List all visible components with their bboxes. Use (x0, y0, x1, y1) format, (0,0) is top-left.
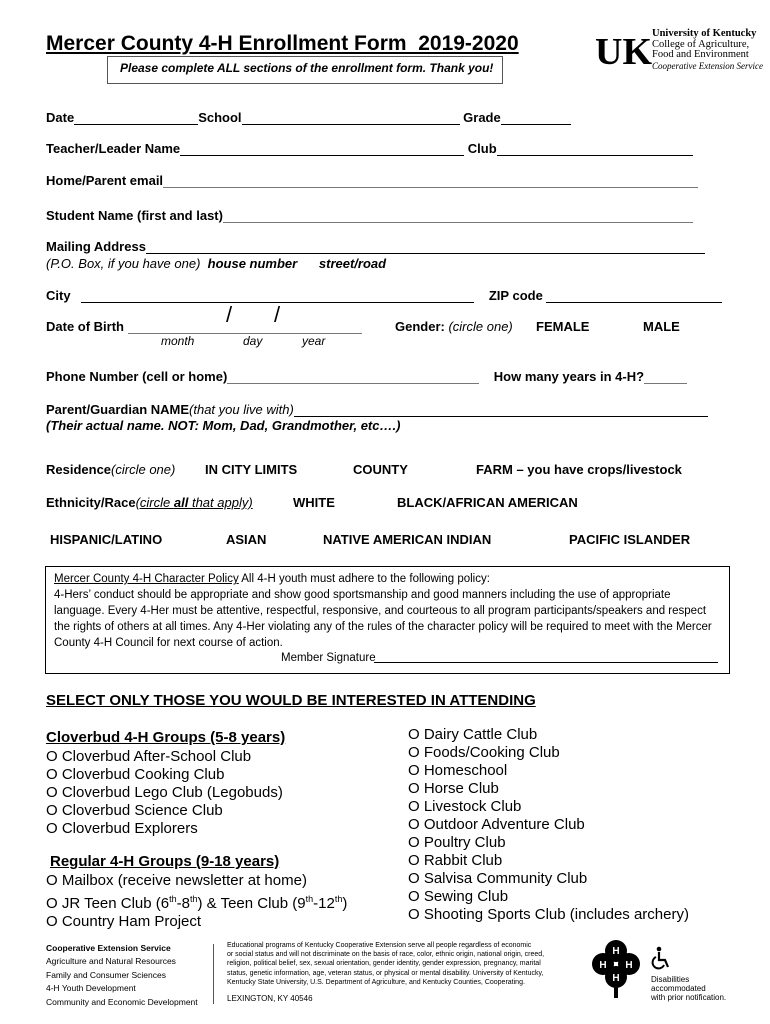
zip-label: ZIP code (488, 288, 543, 303)
svg-text:H: H (625, 960, 633, 971)
club-option[interactable]: O Shooting Sports Club (includes archery) (408, 906, 689, 923)
club-option[interactable]: O Livestock Club (408, 798, 522, 815)
years-label: How many years in 4-H? (493, 369, 645, 384)
regular-heading: Regular 4-H Groups (9-18 years) (50, 853, 280, 870)
years-field[interactable] (644, 369, 687, 384)
gender-hint: (circle one) (448, 319, 513, 334)
parent-field[interactable] (294, 402, 708, 417)
uk-logo-mark: UK (595, 31, 652, 73)
cloverbud-list (46, 748, 283, 838)
school-field[interactable] (242, 110, 460, 125)
policy-line: 4-Hers’ conduct should be appropriate and show good sportsmanship and good manners including the use of appropriate (54, 589, 671, 601)
cloverbud-option[interactable]: O Cloverbud After-School Club (46, 748, 252, 765)
house-number-hint: house number (207, 256, 298, 271)
residence-label: Residence (46, 462, 112, 477)
teacher-field[interactable] (180, 141, 464, 156)
grade-field[interactable] (501, 110, 571, 125)
cloverbud-heading: Cloverbud 4-H Groups (5-8 years) (46, 729, 286, 746)
member-signature-field[interactable] (374, 662, 718, 663)
club-label: Club (467, 141, 497, 156)
ethnicity-pacific[interactable]: PACIFIC ISLANDER (569, 532, 691, 547)
city-field[interactable] (81, 288, 474, 303)
email-field[interactable] (163, 173, 698, 188)
gender-label: Gender: (395, 319, 445, 334)
email-label: Home/Parent email (46, 173, 164, 188)
phone-field[interactable] (227, 369, 479, 384)
club-option[interactable]: O Dairy Cattle Club (408, 726, 538, 743)
club-option[interactable]: O Outdoor Adventure Club (408, 816, 585, 833)
policy-line: County 4-H Council for next course of action. (54, 637, 283, 649)
four-h-clover-icon (590, 938, 642, 1000)
regular-list (46, 872, 347, 931)
right-club-list (408, 726, 689, 924)
residence-farm[interactable]: FARM – you have crops/livestock (476, 462, 682, 477)
school-label: School (198, 110, 242, 125)
dob-field[interactable] (128, 319, 362, 334)
uk-line-1: University of Kentucky (652, 28, 757, 39)
cloverbud-option[interactable]: O Cloverbud Explorers (46, 820, 198, 837)
policy-title: Mercer County 4-H Character Policy (54, 573, 239, 585)
ethnicity-label: Ethnicity/Race (46, 495, 136, 510)
mailing-field[interactable] (146, 239, 705, 254)
club-option[interactable]: O Homeschool (408, 762, 508, 779)
footer-program: 4-H Youth Development (46, 983, 136, 994)
uk-line-4: Cooperative Extension Service (652, 60, 763, 71)
club-option[interactable]: O Salvisa Community Club (408, 870, 588, 887)
policy-lead: All 4-H youth must adhere to the following policy: (238, 573, 490, 585)
cloverbud-option[interactable]: O Cloverbud Lego Club (Legobuds) (46, 784, 283, 801)
parent-hint: (that you live with) (189, 402, 294, 417)
club-field[interactable] (497, 141, 693, 156)
po-box-hint: (P.O. Box, if you have one) (46, 256, 201, 271)
footer-program: Community and Economic Development (46, 996, 198, 1007)
dob-label: Date of Birth (46, 319, 124, 334)
select-heading: SELECT ONLY THOSE YOU WOULD BE INTERESTED IN ATTENDING (46, 692, 536, 709)
country-ham-option[interactable]: O Country Ham Project (46, 913, 202, 930)
phone-label: Phone Number (cell or home) (46, 369, 228, 384)
street-hint: street/road (318, 256, 387, 271)
mailbox-option[interactable]: O Mailbox (receive newsletter at home) (46, 872, 307, 889)
dob-year-hint: year (302, 334, 326, 348)
member-signature-label: Member Signature (281, 652, 376, 664)
parent-note: (Their actual name. NOT: Mom, Dad, Grandmother, etc….) (46, 418, 401, 433)
gender-female[interactable]: FEMALE (536, 319, 590, 334)
ethnicity-hispanic[interactable]: HISPANIC/LATINO (50, 532, 163, 547)
residence-county[interactable]: COUNTY (353, 462, 408, 477)
club-option[interactable]: O Poultry Club (408, 834, 506, 851)
svg-text:H: H (612, 946, 620, 957)
footer-ces: Cooperative Extension Service (46, 943, 171, 953)
teen-club-option[interactable]: O JR Teen Club (6th-8th) & Teen Club (9th-12th) (46, 894, 348, 912)
city-label: City (46, 288, 71, 303)
ethnicity-native[interactable]: NATIVE AMERICAN INDIAN (323, 532, 492, 547)
uk-line-2: College of Agriculture, (652, 38, 750, 50)
residence-city[interactable]: IN CITY LIMITS (205, 462, 298, 477)
uk-name (652, 29, 763, 71)
mailing-label: Mailing Address (46, 239, 146, 254)
gender-male[interactable]: MALE (643, 319, 680, 334)
parent-label: Parent/Guardian NAME (46, 402, 190, 417)
character-policy-text (54, 571, 724, 651)
ethnicity-black[interactable]: BLACK/AFRICAN AMERICAN (397, 495, 578, 510)
club-option[interactable]: O Rabbit Club (408, 852, 503, 869)
club-option[interactable]: O Sewing Club (408, 888, 509, 905)
cloverbud-option[interactable]: O Cloverbud Cooking Club (46, 766, 225, 783)
dob-slash-1: / (226, 302, 233, 327)
svg-text:H: H (599, 960, 607, 971)
ethnicity-asian[interactable]: ASIAN (226, 532, 267, 547)
dob-slash-2: / (274, 302, 281, 327)
instructions-text: Please complete ALL sections of the enrollment form. Thank you! (120, 61, 494, 75)
form-title: Mercer County 4-H Enrollment Form 2019-2020 (46, 32, 519, 55)
footer-program: Agriculture and Natural Resources (46, 956, 176, 967)
residence-hint: (circle one) (111, 462, 176, 477)
svg-text:H: H (612, 973, 620, 984)
wheelchair-icon (651, 946, 671, 970)
club-option[interactable]: O Horse Club (408, 780, 499, 797)
ethnicity-hint: (circle all that apply) (135, 495, 253, 510)
date-label: Date (46, 110, 75, 125)
cloverbud-option[interactable]: O Cloverbud Science Club (46, 802, 223, 819)
policy-line: language. Every 4-Her must be attentive, respectful, responsive, and courteous to all program participants/speakers and respect (54, 605, 707, 617)
student-label: Student Name (first and last) (46, 208, 223, 223)
footer-divider (213, 944, 214, 1004)
footer-programs (46, 942, 198, 1009)
policy-line: the rights of others at all times. Any 4-Her violating any of the rules of the character policy will be required to meet with the Mercer (54, 621, 712, 633)
dob-day-hint: day (243, 334, 263, 348)
footer-nondiscrimination: Educational programs of Kentucky Cooperative Extension serve all people regardless of economic or social status and will not discriminate on the basis of race, color, ethnic origin, national origin, creed, religion, political belief, sex, sexual orientation, gender identity, gender expression, pregnancy, marital status, genetic information, age, veteran status, or physical or mental disability. University of Kentucky, Kentucky State University, U.S. Department of Agriculture, and Kentucky Counties, Cooperating. (227, 942, 545, 986)
footer-city: LEXINGTON, KY 40546 (227, 994, 313, 1003)
uk-line-3: Food and Environment (652, 49, 749, 60)
grade-label: Grade (463, 110, 501, 125)
disabilities-note: Disabilities accommodated with prior notification. (651, 975, 727, 1002)
footer-program: Family and Consumer Sciences (46, 969, 166, 980)
teacher-label: Teacher/Leader Name (46, 141, 181, 156)
club-option[interactable]: O Foods/Cooking Club (408, 744, 560, 761)
ethnicity-white[interactable]: WHITE (293, 495, 335, 510)
dob-month-hint: month (161, 334, 195, 348)
uk-logo (595, 28, 652, 73)
zip-field[interactable] (546, 288, 722, 303)
date-field[interactable] (74, 110, 198, 125)
student-field[interactable] (223, 208, 693, 223)
